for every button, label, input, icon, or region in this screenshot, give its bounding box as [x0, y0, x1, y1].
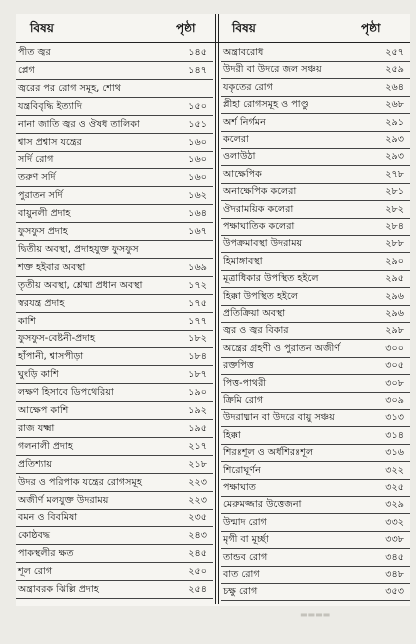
toc-entry-page: ১৪৭ [188, 64, 207, 76]
toc-entry [16, 402, 213, 420]
toc-entry-page: ২৯৮ [385, 325, 404, 337]
toc-entry-title: শিরোঘূর্ণন [223, 464, 261, 476]
toc-entry-title: যকৃতের রোগ [223, 81, 273, 93]
toc-entry-page: ২৫৪ [188, 584, 207, 595]
toc-entry-page: ২৪৫ [188, 548, 207, 560]
toc-entry [16, 420, 213, 438]
toc-entry-page: ১৮২ [188, 333, 207, 345]
toc-entry-page: ১৬০ [188, 154, 207, 166]
toc-entry [16, 169, 213, 187]
toc-entry-title: শিরঃশূল ও অর্ধশিরঃশূল [223, 447, 314, 459]
toc-entry [16, 205, 213, 223]
toc-entry-title: ক্রিমি রোগ [223, 395, 264, 406]
toc-entry [221, 583, 410, 601]
toc-entry-title: যন্ত্রবিবৃদ্ধি ইত্যাদি [18, 100, 82, 112]
toc-entry-page: ১৮৪ [188, 351, 207, 363]
toc-entry-page: ২৮১ [385, 186, 404, 198]
toc-entry [221, 288, 410, 306]
toc-entry-title: অর্শ নির্গমন [223, 116, 266, 128]
toc-entry [221, 305, 410, 323]
toc-entry-title: তৃতীয় অবস্থা, শ্লেষ্মা প্রধান অবস্থা [18, 279, 143, 291]
toc-entry-page: ৩৪৫ [385, 551, 404, 563]
toc-entry-page: ২১৮ [188, 458, 207, 470]
toc-page [16, 14, 410, 606]
toc-entry-page: ৩৪৮ [385, 569, 404, 580]
toc-entry-title: ঘুংড়ি কাশি [18, 369, 59, 381]
toc-entry-page: ২৫০ [188, 566, 207, 578]
toc-entry [221, 444, 410, 462]
toc-entry-title: আক্ষেপ কাশি [18, 405, 69, 416]
toc-entry [16, 277, 213, 295]
toc-entry-title: জ্বর ও জ্বর বিকার [223, 325, 289, 337]
toc-entry [16, 241, 213, 259]
toc-entry-page: ১৯২ [188, 405, 207, 416]
toc-entry [16, 545, 213, 563]
toc-entry [16, 80, 213, 98]
toc-entry [221, 357, 410, 375]
toc-entry-title: অন্ত্রাবরোধ [223, 47, 264, 58]
toc-entry [221, 44, 410, 62]
toc-entry-title: ফুসফুস-বেষ্টনী-প্রদাহ [18, 333, 96, 345]
toc-entry-title: শ্বাস প্রশ্বাস যন্ত্রের [18, 136, 82, 148]
toc-entry-title: প্লেগ [18, 64, 35, 76]
toc-entry-page: ২৯৫ [385, 273, 404, 285]
toc-entry-title: পীত জ্বর [18, 47, 51, 58]
toc-entry-page: ৩১৩ [385, 412, 404, 424]
toc-entry [16, 527, 213, 545]
toc-entry-page: ৩৩২ [385, 516, 404, 528]
toc-entry-title: লক্ষণ হিসাবে ডিপথেরিয়া [18, 387, 114, 399]
toc-entry-page: ৩৫৩ [385, 586, 404, 598]
toc-entry-title: অনাক্ষেপিক কলেরা [223, 186, 297, 198]
toc-entry [221, 566, 410, 584]
toc-entry-page: ২৮২ [385, 203, 404, 215]
toc-entry-title: চক্ষু রোগ [223, 586, 258, 598]
toc-entry [221, 409, 410, 427]
header-page-left: পৃষ্ঠা [176, 21, 196, 35]
toc-entry [221, 253, 410, 271]
toc-entry-page: ৩২৫ [385, 482, 404, 493]
toc-entry [221, 270, 410, 288]
toc-entry [16, 563, 213, 581]
toc-entry-title: হাঁপানী, শ্বাসপীড়া [18, 351, 84, 363]
toc-entry [16, 456, 213, 474]
toc-entry-title: উদরাধ্মান বা উদরে বায়ু সঞ্চয় [223, 412, 335, 424]
toc-entry [221, 496, 410, 514]
toc-entry [16, 330, 213, 348]
toc-entry [221, 201, 410, 219]
toc-entry [16, 438, 213, 456]
toc-entry-title: হিমাঙ্গাবস্থা [223, 255, 263, 267]
toc-entry-page: ২৪৩ [188, 530, 207, 542]
toc-entry-page: ২৯১ [385, 116, 404, 128]
toc-entry [16, 134, 213, 152]
toc-entry-page: ২৯৩ [385, 151, 404, 163]
toc-entry [16, 474, 213, 492]
toc-entry-page: ১৫০ [188, 100, 207, 112]
toc-entry-page: ২৮৮ [385, 238, 404, 250]
toc-entry-page: ১৬৭ [188, 226, 207, 237]
toc-entry-page: ২৫৯ [385, 64, 404, 76]
toc-entry-title: বমন ও বিবমিষা [18, 512, 78, 524]
toc-entry-page: ৩০৯ [385, 395, 404, 406]
toc-entry-page: ২৯৬ [385, 290, 404, 302]
toc-entry-title: অন্ত্রাবরক ঝিল্লি প্রদাহ [18, 584, 99, 595]
toc-entry-title: শূল রোগ [18, 566, 53, 578]
toc-entry-page: ১৬৪ [188, 208, 207, 220]
toc-entry-page: ৩১৪ [385, 429, 404, 441]
toc-entry-page: ৩০০ [385, 342, 404, 354]
toc-entry [16, 98, 213, 116]
toc-entry-title: উপক্রমাবস্থা উদরাময় [223, 238, 303, 250]
toc-entry-title: প্লীহা রোগসমূহ ও পাণ্ডু [223, 99, 309, 111]
toc-entry [16, 348, 213, 366]
toc-entry-page: ২২৩ [188, 494, 207, 506]
toc-entry [221, 148, 410, 166]
toc-entry [16, 492, 213, 510]
toc-entry-title: নানা জাতি জ্বর ও ঔষধ তালিকা [18, 118, 140, 130]
toc-entry-title: কলেরা [223, 134, 249, 145]
toc-entry-page: ১৮৭ [188, 369, 207, 381]
toc-entry-title: জ্বরের পর রোগ সমূহ, শোথ [18, 82, 121, 94]
header-subject-right: বিষয় [232, 21, 256, 35]
toc-entry-title: হিক্কা উপস্থিত হইলে [223, 290, 299, 302]
toc-entry-title: কোষ্ঠবদ্ধ [18, 530, 51, 542]
toc-entry-page: ১৬০ [188, 172, 207, 184]
toc-entry [221, 218, 410, 236]
toc-entry-title: বায়ুনলী প্রদাহ [18, 208, 71, 220]
toc-entry-title: উদরী বা উদরে জল সঞ্চয় [223, 64, 322, 76]
toc-entry-page: ১৭৭ [188, 315, 207, 327]
toc-entry-title: পুরাতন সর্দি [18, 190, 63, 202]
toc-entry-title: আক্ষেপিক [223, 168, 262, 180]
toc-entry-page: ৩১৬ [385, 447, 404, 459]
toc-entry-page: ২১৭ [188, 440, 207, 452]
toc-entry-page: ১৭২ [188, 279, 207, 291]
column-divider-left [215, 14, 216, 604]
toc-entry-title: পিত্ত-পাথরী [223, 377, 267, 389]
toc-entry [16, 313, 213, 331]
toc-entry-title: ওলাউঠা [223, 151, 256, 163]
toc-entry-title: প্রতিক্রিয়া অবস্থা [223, 308, 286, 319]
toc-entry [221, 322, 410, 340]
toc-entry-page: ১৫১ [188, 118, 207, 130]
toc-entry [16, 581, 213, 599]
toc-entry [16, 151, 213, 169]
toc-entry-title: তান্ডব রোগ [223, 551, 268, 563]
toc-entry-page: ২৯৩ [385, 134, 404, 145]
toc-entry-page: ১৬০ [188, 136, 207, 148]
toc-entry-title: কাশি [18, 315, 36, 327]
toc-entry-title: অন্ত্রের গ্রহণী ও পুরাতন অজীর্ণ [223, 342, 341, 354]
toc-header [16, 14, 410, 43]
toc-entry [221, 166, 410, 184]
toc-entry [221, 183, 410, 201]
toc-entry [221, 79, 410, 97]
toc-entry-title: রাজ যক্ষ্মা [18, 422, 55, 434]
toc-entry-title: অজীর্ণ মলযুক্ত উদরাময় [18, 494, 109, 506]
toc-entry-title: ঔদরাময়িক কলেরা [223, 203, 294, 215]
toc-entry [16, 116, 213, 134]
column-divider-right [218, 14, 219, 604]
toc-entry-title: পাকস্থলীর ক্ষত [18, 548, 74, 560]
toc-entry-page: ৩২৯ [385, 499, 404, 511]
toc-entry-title: বাত রোগ [223, 569, 260, 580]
toc-entry [221, 61, 410, 79]
toc-entry [221, 479, 410, 497]
toc-entry [221, 462, 410, 480]
toc-entry-page: ২২৩ [188, 476, 207, 488]
toc-entry-title: মৃগী বা মূর্চ্ছা [223, 534, 269, 546]
toc-left-column [16, 44, 213, 604]
toc-entry-title: গলনালী প্রদাহ [18, 440, 73, 452]
toc-entry [221, 235, 410, 253]
toc-entry-page: ২৬৪ [385, 81, 404, 93]
header-page-right: পৃষ্ঠা [361, 21, 381, 35]
toc-entry-page: ৩২২ [385, 464, 404, 476]
toc-entry [221, 340, 410, 358]
toc-entry-title: ফুসফুস প্রদাহ [18, 226, 68, 237]
toc-entry-page: ২৯০ [385, 255, 404, 267]
toc-entry [221, 114, 410, 132]
toc-entry-title: হিক্কা [223, 429, 241, 441]
toc-entry-page: ১৯০ [188, 387, 207, 399]
toc-entry [16, 44, 213, 62]
toc-entry-page: ২৫৭ [385, 47, 404, 58]
toc-entry [16, 509, 213, 527]
toc-entry-page: ৩০৮ [385, 377, 404, 389]
toc-entry-title: মেরুমজ্জার উত্তেজনা [223, 499, 302, 511]
toc-entry [221, 531, 410, 549]
faded-bottom-mark: ▬▬▬▬ [300, 610, 331, 619]
toc-entry [16, 295, 213, 313]
toc-entry-title: মূত্রাধিকার উপস্থিত হইলে [223, 273, 319, 285]
toc-right-column [221, 44, 410, 604]
toc-entry [221, 375, 410, 393]
toc-entry [221, 549, 410, 567]
toc-entry [16, 223, 213, 241]
toc-entry-page: ২৭৮ [385, 168, 404, 180]
toc-entry-page: ২৮৪ [385, 221, 404, 232]
toc-entry-title: প্রতিশ্যায় [18, 458, 52, 470]
toc-entry [221, 514, 410, 532]
header-subject-left: বিষয় [30, 21, 54, 35]
toc-entry [16, 384, 213, 402]
toc-entry-title: উদর ও পরিপাক যন্ত্রের রোগসমূহ [18, 476, 142, 488]
toc-entry-page: ২৩৫ [188, 512, 207, 524]
toc-entry [16, 62, 213, 80]
toc-entry-title: উন্মাদ রোগ [223, 516, 267, 528]
toc-entry [221, 96, 410, 114]
toc-entry [16, 187, 213, 205]
toc-entry [221, 131, 410, 149]
toc-entry-title: তরুণ সর্দি [18, 172, 56, 184]
toc-entry-page: ২৯৬ [385, 308, 404, 319]
toc-entry-title: রক্তপিত্ত [223, 360, 254, 372]
toc-entry-page: ৩০৫ [385, 360, 404, 372]
toc-entry [221, 392, 410, 410]
toc-entry-title: পক্ষাঘাত [223, 482, 256, 493]
toc-entry-page: ১৬৯ [188, 261, 207, 273]
toc-entry-page: ৩৩৮ [385, 534, 404, 546]
toc-entry-page: ১৯৫ [188, 422, 207, 434]
toc-entry-page: ১৭৫ [188, 297, 207, 309]
toc-entry-title: শক্ত হইবার অবস্থা [18, 261, 86, 273]
toc-entry-page: ১৪৫ [188, 47, 207, 58]
toc-entry-title: সর্দি রোগ [18, 154, 54, 166]
toc-entry-title: স্বরযন্ত্র প্রদাহ [18, 297, 65, 309]
toc-entry [16, 259, 213, 277]
toc-entry-title: পক্ষাঘাতিক কলেরা [223, 221, 295, 232]
toc-entry-page: ২৬৮ [385, 99, 404, 111]
toc-entry [16, 366, 213, 384]
toc-entry [221, 427, 410, 445]
toc-entry-page: ১৬২ [188, 190, 207, 202]
toc-entry-title: দ্বিতীয় অবস্থা, প্রদাহযুক্ত ফুসফুস [18, 243, 139, 255]
